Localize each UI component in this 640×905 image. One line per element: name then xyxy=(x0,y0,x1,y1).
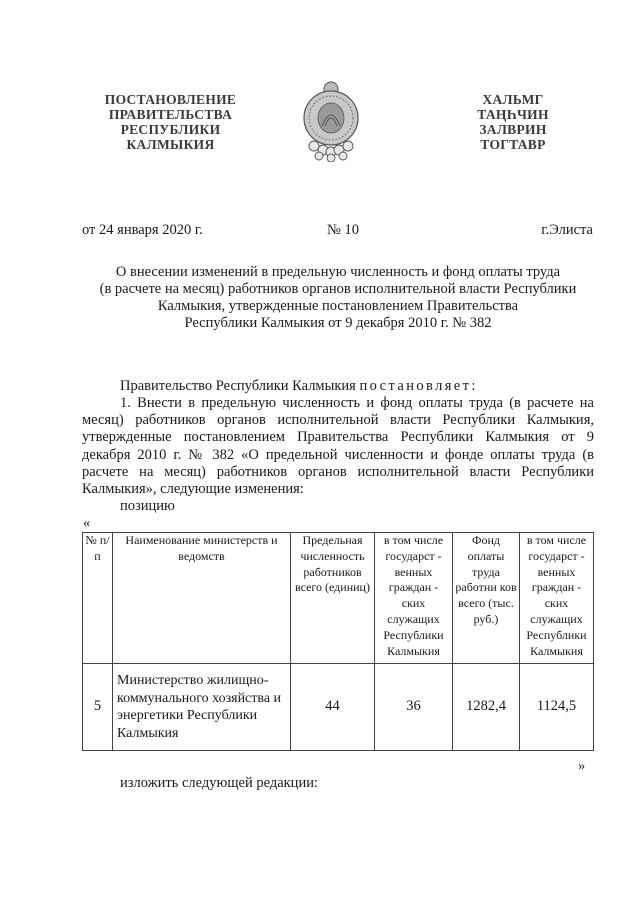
header-left-line: РЕСПУБЛИКИ xyxy=(120,122,221,137)
header-num: № п/п xyxy=(83,533,113,664)
title-line: Республики Калмыкия от 9 декабря 2010 г. № 382 xyxy=(184,315,492,331)
document-date: от 24 января 2020 г. xyxy=(82,222,203,238)
staffing-table xyxy=(82,532,594,751)
title-line: (в расчете на месяц) работников органов исполнительной власти Республики xyxy=(99,281,577,297)
open-quote: « xyxy=(83,515,91,531)
preamble-decree: постановляет: xyxy=(359,378,478,394)
header-right-line: ТАҢҺЧИН xyxy=(477,107,549,122)
header-left xyxy=(88,92,253,152)
document-title xyxy=(82,264,594,332)
header-right-line: ТОГТАВР xyxy=(480,137,546,152)
cell-headcount-civil: 36 xyxy=(375,664,453,751)
title-line: Калмыкия, утвержденные постановлением Правительства xyxy=(157,298,519,314)
header-left-line: ПРАВИТЕЛЬСТВА xyxy=(108,107,233,122)
header-left-line: КАЛМЫКИЯ xyxy=(126,137,215,152)
header-fund-civil: в том числе государст - венных граждан - ских служащих Республики Калмыкия xyxy=(520,533,594,664)
cell-fund-total: 1282,4 xyxy=(453,664,520,751)
header-headcount-total: Предельная численность работников всего (единиц) xyxy=(291,533,375,664)
cell-headcount-total: 44 xyxy=(291,664,375,751)
header-name: Наименование министерств и ведомств xyxy=(113,533,291,664)
table-header-row xyxy=(83,533,594,664)
header-fund-total: Фонд оплаты труда работни ков всего (тыс. руб.) xyxy=(453,533,520,664)
document-city: г.Элиста xyxy=(541,222,593,238)
document-number: № 10 xyxy=(327,222,359,238)
header-right xyxy=(458,92,568,152)
closing-text: изложить следующей редакции: xyxy=(120,775,318,791)
close-quote: » xyxy=(578,758,586,774)
emblem-icon xyxy=(300,80,362,162)
title-line: О внесении изменений в предельную численность и фонд оплаты труда xyxy=(115,264,561,280)
table-row xyxy=(83,664,594,751)
header-right-line: ЗАЛВРИН xyxy=(479,122,547,137)
position-label: позицию xyxy=(120,498,175,514)
preamble xyxy=(82,378,594,395)
cell-name: Министерство жилищно-коммунального хозяйства и энергетики Республики Калмыкия xyxy=(113,664,291,751)
header-headcount-civil: в том числе государст - венных граждан - ских служащих Республики Калмыкия xyxy=(375,533,453,664)
preamble-text: Правительство Республики Калмыкия xyxy=(120,378,360,394)
cell-fund-civil: 1124,5 xyxy=(520,664,594,751)
header-right-line: ХАЛЬМГ xyxy=(482,92,544,107)
paragraph-1: 1. Внести в предельную численность и фонд оплаты труда (в расчете на месяц) работников органов исполнительной власти Республики Калмыкия, утвержденные постановлением Правительства Республики Калмыкия от 9 декабря 2010 г. № 382 «О предельной численности и фонде оплаты труда (в расчете на месяц) работников органов исполнительной власти Республики Калмыкия», следующие изменения: xyxy=(82,395,594,498)
cell-num: 5 xyxy=(83,664,113,751)
header-left-line: ПОСТАНОВЛЕНИЕ xyxy=(104,92,237,107)
